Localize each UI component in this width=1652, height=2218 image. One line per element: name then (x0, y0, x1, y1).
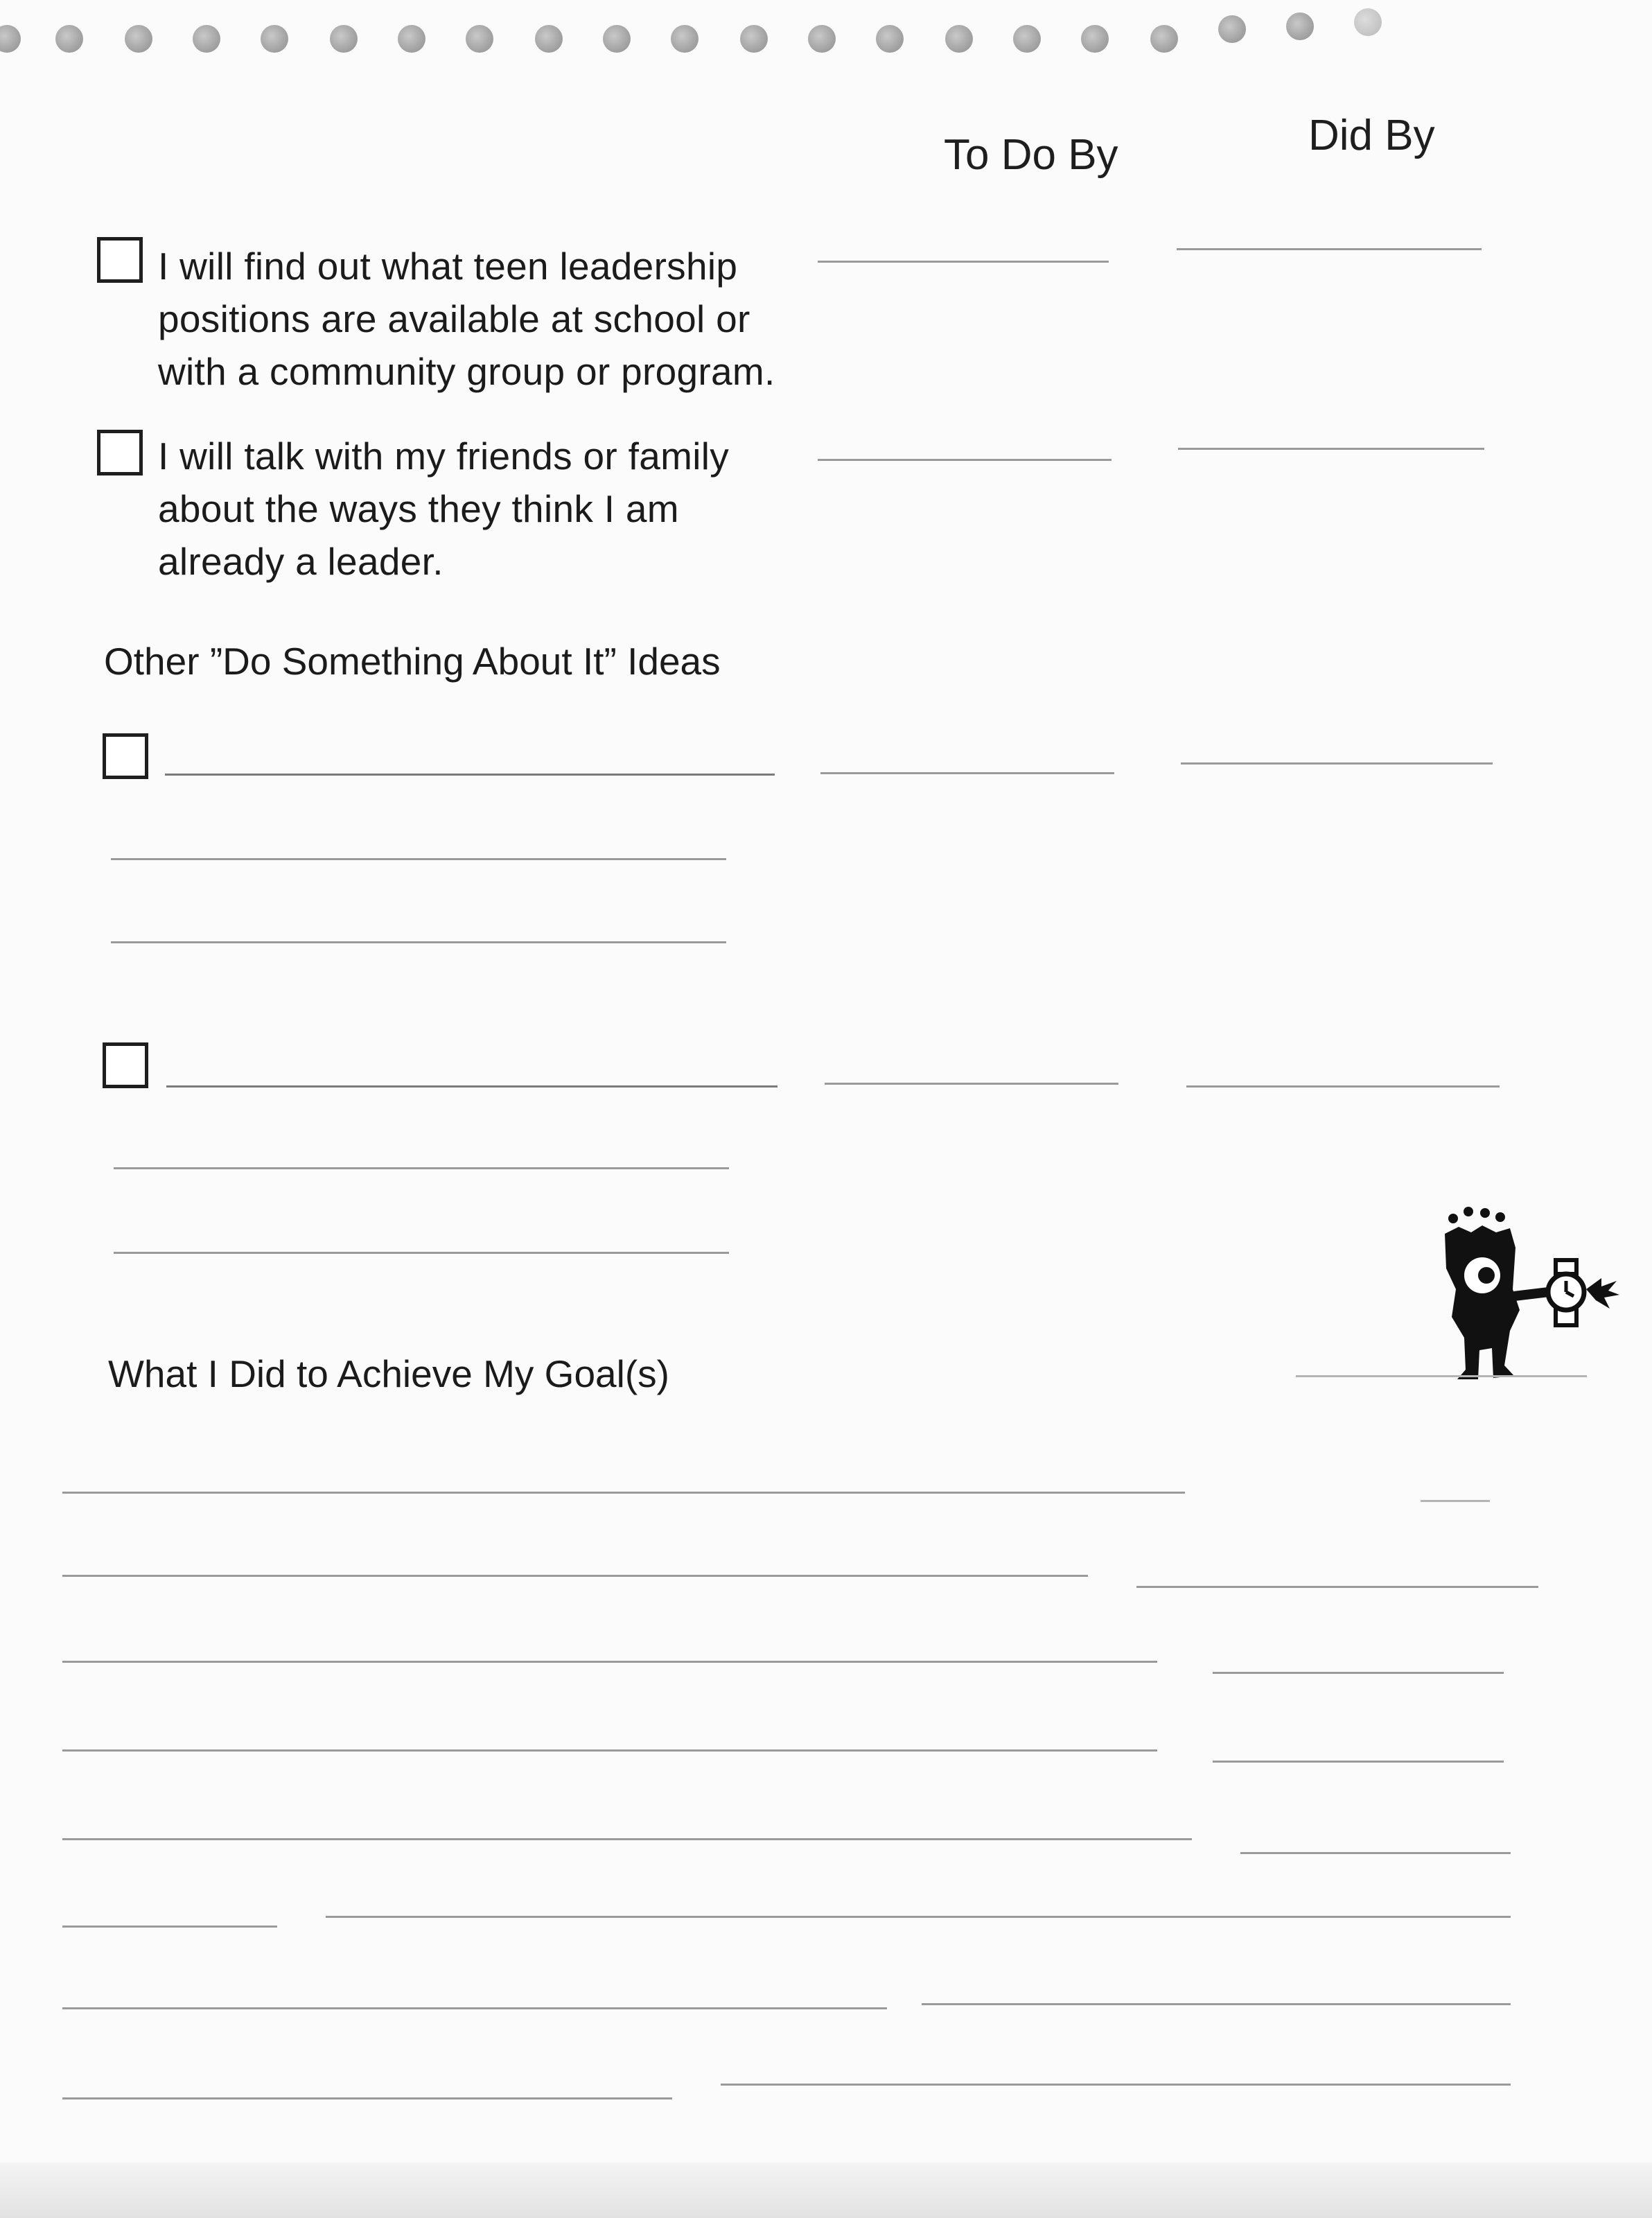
binder-hole (1150, 25, 1178, 53)
idea-1-line[interactable] (111, 858, 726, 860)
to-do-by-line[interactable] (818, 261, 1109, 263)
binder-hole (261, 25, 288, 53)
binder-hole (1081, 25, 1109, 53)
binder-hole (466, 25, 493, 53)
binder-hole (671, 25, 698, 53)
binder-hole (330, 25, 358, 53)
binder-hole (1286, 12, 1314, 40)
binder-hole (945, 25, 973, 53)
checklist-item-text: I will talk with my friends or family about the ways they think I am already a leader. (158, 435, 730, 583)
achieve-line[interactable] (62, 1838, 1192, 1840)
idea-2-line[interactable] (114, 1252, 729, 1254)
page-bottom-edge (0, 2163, 1652, 2218)
other-ideas-heading: Other ”Do Something About It” Ideas (104, 640, 721, 683)
achieve-goals-heading: What I Did to Achieve My Goal(s) (108, 1352, 669, 1395)
achieve-line[interactable] (326, 1916, 1511, 1918)
achieve-line[interactable] (62, 1492, 1185, 1494)
binder-hole (1354, 8, 1382, 36)
binder-hole (193, 25, 220, 53)
idea-2-line[interactable] (114, 1167, 729, 1169)
achieve-line[interactable] (62, 2097, 672, 2099)
idea-1-line[interactable] (111, 941, 726, 943)
binder-hole (535, 25, 563, 53)
checkbox-talk-with-friends[interactable] (97, 430, 143, 475)
checkbox-leadership-positions[interactable] (97, 237, 143, 283)
to-do-by-line[interactable] (825, 1083, 1118, 1085)
binder-hole (0, 25, 21, 53)
achieve-line[interactable] (1136, 1586, 1538, 1588)
to-do-by-line[interactable] (818, 459, 1111, 461)
binder-hole (876, 25, 904, 53)
checkbox-other-idea-2[interactable] (103, 1042, 148, 1088)
to-do-by-line[interactable] (820, 772, 1114, 774)
binder-hole (55, 25, 83, 53)
binder-hole (125, 25, 152, 53)
idea-1-line[interactable] (165, 774, 775, 776)
did-by-header: Did By (1308, 112, 1435, 159)
checkbox-other-idea-1[interactable] (103, 733, 148, 779)
binder-hole (1218, 15, 1246, 43)
did-by-line[interactable] (1178, 448, 1484, 450)
binder-hole (603, 25, 631, 53)
binder-hole (398, 25, 425, 53)
achieve-line[interactable] (62, 1661, 1157, 1663)
did-by-line[interactable] (1181, 762, 1493, 765)
achieve-line[interactable] (922, 2003, 1511, 2005)
faint-rule (1421, 1500, 1490, 1502)
achieve-line[interactable] (62, 2007, 887, 2009)
achieve-line[interactable] (62, 1749, 1157, 1752)
binder-hole (808, 25, 836, 53)
binder-holes (0, 25, 1652, 67)
achieve-line[interactable] (1213, 1761, 1504, 1763)
achieve-line[interactable] (62, 1575, 1088, 1577)
binder-hole (1013, 25, 1041, 53)
checklist-item-text: I will find out what teen leadership positions are available at school or with a community group or program. (158, 245, 775, 393)
achieve-line[interactable] (1240, 1852, 1511, 1854)
did-by-line[interactable] (1177, 248, 1482, 250)
binder-hole (740, 25, 768, 53)
did-by-line[interactable] (1186, 1085, 1500, 1088)
to-do-by-header: To Do By (944, 131, 1118, 179)
cartoon-character-holding-watch-icon (1438, 1206, 1628, 1393)
idea-2-line[interactable] (166, 1085, 777, 1088)
faint-rule (1296, 1375, 1587, 1377)
achieve-line[interactable] (721, 2084, 1511, 2086)
achieve-line[interactable] (1213, 1672, 1504, 1674)
achieve-line[interactable] (62, 1926, 277, 1928)
